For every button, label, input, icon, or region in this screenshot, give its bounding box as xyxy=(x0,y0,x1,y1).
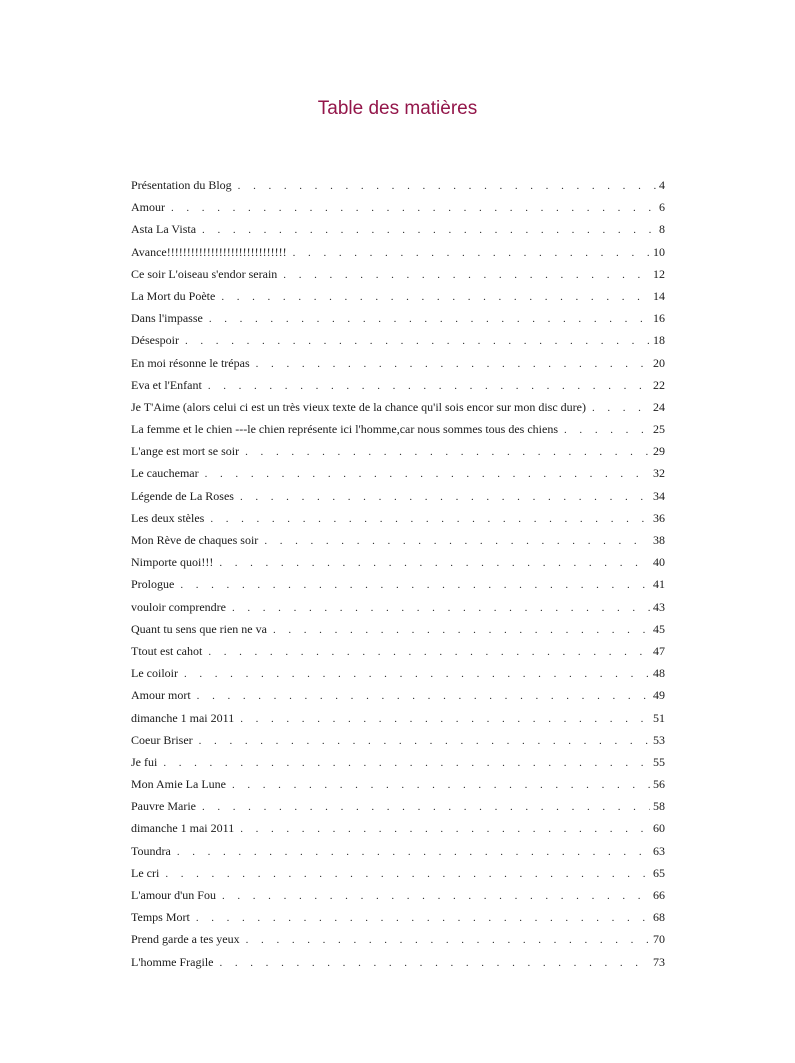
toc-entry[interactable] xyxy=(131,644,665,666)
toc-entry-title: vouloir comprendre xyxy=(131,599,226,614)
toc-entry-title: dimanche 1 mai 2011 xyxy=(131,821,235,836)
toc-entry-title: Ce soir L'oiseau s'endor serain xyxy=(131,266,278,281)
toc-entry[interactable] xyxy=(131,222,665,244)
toc-dot-leader xyxy=(222,890,650,902)
toc-entry-page-number: 36 xyxy=(653,510,665,525)
toc-dot-leader xyxy=(246,934,650,946)
toc-entry-title: Prend garde a tes yeux xyxy=(131,932,240,947)
toc-entry-title: Je fui xyxy=(131,754,158,769)
toc-dot-leader xyxy=(264,535,650,547)
toc-entry[interactable] xyxy=(131,511,665,533)
toc-entry-title: Désespoir xyxy=(131,333,179,348)
toc-entry[interactable] xyxy=(131,311,665,333)
toc-dot-leader xyxy=(240,713,650,725)
toc-entry[interactable] xyxy=(131,200,665,222)
toc-entry[interactable] xyxy=(131,733,665,755)
toc-entry[interactable] xyxy=(131,333,665,355)
toc-dot-leader xyxy=(199,735,650,747)
toc-dot-leader xyxy=(564,424,650,436)
toc-entry[interactable] xyxy=(131,666,665,688)
toc-entry-title: Le cauchemar xyxy=(131,466,199,481)
toc-entry-title: Amour mort xyxy=(131,688,191,703)
toc-entry[interactable] xyxy=(131,799,665,821)
toc-entry[interactable] xyxy=(131,356,665,378)
toc-entry-page-number: 41 xyxy=(653,577,665,592)
toc-entry[interactable] xyxy=(131,755,665,777)
toc-entry[interactable] xyxy=(131,378,665,400)
toc-entry-page-number: 29 xyxy=(653,444,665,459)
toc-entry[interactable] xyxy=(131,910,665,932)
toc-entry-page-number: 32 xyxy=(653,466,665,481)
toc-entry[interactable] xyxy=(131,489,665,511)
toc-entry-title: Mon Amie La Lune xyxy=(131,777,226,792)
toc-entry-title: Quant tu sens que rien ne va xyxy=(131,621,267,636)
toc-entry[interactable] xyxy=(131,533,665,555)
toc-entry-page-number: 49 xyxy=(653,688,665,703)
toc-entry-title: Je T'Aime (alors celui ci est un très vieux texte de la chance qu'il sois encor sur mon disc dure) xyxy=(131,399,586,414)
toc-entry-page-number: 45 xyxy=(653,621,665,636)
toc-entry[interactable] xyxy=(131,844,665,866)
toc-entry-title: Les deux stèles xyxy=(131,510,205,525)
toc-entry-title: Nimporte quoi!!! xyxy=(131,555,214,570)
toc-entry[interactable] xyxy=(131,422,665,444)
toc-entry-title: Eva et l'Enfant xyxy=(131,377,202,392)
toc-dot-leader xyxy=(238,180,656,192)
toc-entry[interactable] xyxy=(131,777,665,799)
toc-entry[interactable] xyxy=(131,245,665,267)
toc-entry-title: Toundra xyxy=(131,843,171,858)
toc-entry-page-number: 18 xyxy=(653,333,665,348)
toc-entry[interactable] xyxy=(131,466,665,488)
toc-dot-leader xyxy=(219,957,650,969)
toc-entry-title: Ttout est cahot xyxy=(131,643,203,658)
toc-entry[interactable] xyxy=(131,577,665,599)
toc-entry[interactable] xyxy=(131,622,665,644)
toc-entry[interactable] xyxy=(131,444,665,466)
toc-entry[interactable] xyxy=(131,178,665,200)
toc-dot-leader xyxy=(208,380,650,392)
toc-entry-page-number: 48 xyxy=(653,666,665,681)
toc-dot-leader xyxy=(283,269,650,281)
toc-dot-leader xyxy=(592,402,650,414)
toc-entry-title: Dans l'impasse xyxy=(131,311,203,326)
toc-entry-page-number: 22 xyxy=(653,377,665,392)
table-of-contents xyxy=(131,178,665,977)
toc-dot-leader xyxy=(202,224,656,236)
toc-dot-leader xyxy=(273,624,650,636)
toc-entry[interactable] xyxy=(131,888,665,910)
toc-dot-leader xyxy=(256,358,650,370)
toc-dot-leader xyxy=(210,513,650,525)
toc-entry[interactable] xyxy=(131,600,665,622)
toc-entry-title: Temps Mort xyxy=(131,910,190,925)
toc-dot-leader xyxy=(165,868,650,880)
toc-entry-title: Légende de La Roses xyxy=(131,488,234,503)
page-title: Table des matières xyxy=(317,98,478,119)
toc-entry-page-number: 65 xyxy=(653,865,665,880)
toc-entry-title: Présentation du Blog xyxy=(131,178,232,192)
toc-entry-title: Avance!!!!!!!!!!!!!!!!!!!!!!!!!!!!!! xyxy=(131,244,287,259)
toc-entry-page-number: 70 xyxy=(653,932,665,947)
toc-dot-leader xyxy=(240,491,650,503)
toc-dot-leader xyxy=(202,801,650,813)
toc-entry-title: En moi résonne le trépas xyxy=(131,355,250,370)
toc-entry-page-number: 51 xyxy=(653,710,665,725)
toc-entry-page-number: 47 xyxy=(653,643,665,658)
toc-entry-page-number: 8 xyxy=(659,222,665,237)
toc-entry[interactable] xyxy=(131,821,665,843)
toc-entry[interactable] xyxy=(131,555,665,577)
toc-entry-page-number: 56 xyxy=(653,777,665,792)
toc-entry-page-number: 20 xyxy=(653,355,665,370)
toc-entry-page-number: 58 xyxy=(653,799,665,814)
toc-entry-title: Amour xyxy=(131,200,165,215)
toc-dot-leader xyxy=(196,912,650,924)
toc-dot-leader xyxy=(197,690,650,702)
toc-entry-page-number: 53 xyxy=(653,732,665,747)
toc-dot-leader xyxy=(232,602,650,614)
toc-dot-leader xyxy=(171,202,656,214)
toc-dot-leader xyxy=(221,291,650,303)
toc-entry-title: dimanche 1 mai 2011 xyxy=(131,710,235,725)
toc-entry-page-number: 38 xyxy=(653,533,665,547)
toc-entry-page-number: 40 xyxy=(653,555,665,570)
toc-entry-title: Coeur Briser xyxy=(131,732,193,747)
toc-entry-title: Le cri xyxy=(131,865,160,880)
toc-entry-title: Mon Rève de chaques soir xyxy=(131,533,259,547)
toc-entry-page-number: 43 xyxy=(653,599,665,614)
toc-dot-leader xyxy=(293,247,650,259)
toc-entry-page-number: 73 xyxy=(653,954,665,969)
toc-entry-page-number: 68 xyxy=(653,910,665,925)
toc-dot-leader xyxy=(219,557,650,569)
toc-entry[interactable] xyxy=(131,711,665,733)
toc-dot-leader xyxy=(205,468,650,480)
toc-entry-page-number: 55 xyxy=(653,754,665,769)
toc-entry[interactable] xyxy=(131,955,665,977)
toc-entry-page-number: 4 xyxy=(659,178,665,192)
toc-entry[interactable] xyxy=(131,400,665,422)
toc-entry-title: La femme et le chien ---le chien représente ici l'homme,car nous sommes tous des chiens xyxy=(131,422,559,437)
toc-entry[interactable] xyxy=(131,688,665,710)
toc-entry-page-number: 60 xyxy=(653,821,665,836)
toc-entry[interactable] xyxy=(131,866,665,888)
toc-entry-page-number: 16 xyxy=(653,311,665,326)
toc-entry-page-number: 12 xyxy=(653,266,665,281)
toc-entry-title: L'homme Fragile xyxy=(131,954,214,969)
toc-entry-page-number: 14 xyxy=(653,288,665,303)
toc-entry-title: Prologue xyxy=(131,577,175,592)
toc-entry-page-number: 10 xyxy=(653,244,665,259)
toc-dot-leader xyxy=(232,779,650,791)
toc-dot-leader xyxy=(184,668,650,680)
toc-entry-page-number: 66 xyxy=(653,888,665,902)
toc-dot-leader xyxy=(163,757,650,769)
toc-dot-leader xyxy=(245,446,650,458)
toc-entry-page-number: 63 xyxy=(653,843,665,858)
toc-entry-title: Asta La Vista xyxy=(131,222,197,237)
toc-entry[interactable] xyxy=(131,267,665,289)
toc-entry-title: Pauvre Marie xyxy=(131,799,196,814)
toc-dot-leader xyxy=(180,579,650,591)
toc-dot-leader xyxy=(240,823,650,835)
toc-dot-leader xyxy=(177,846,650,858)
toc-entry-page-number: 24 xyxy=(653,399,665,414)
toc-dot-leader xyxy=(208,646,650,658)
toc-entry[interactable] xyxy=(131,289,665,311)
toc-entry-title: L'ange est mort se soir xyxy=(131,444,240,459)
toc-dot-leader xyxy=(185,335,650,347)
toc-entry-title: L'amour d'un Fou xyxy=(131,888,216,902)
toc-entry-page-number: 34 xyxy=(653,488,665,503)
toc-entry-title: Le coiloir xyxy=(131,666,178,681)
toc-entry-page-number: 6 xyxy=(659,200,665,215)
toc-entry-page-number: 25 xyxy=(653,422,665,437)
toc-entry-title: La Mort du Poète xyxy=(131,288,216,303)
toc-dot-leader xyxy=(209,313,650,325)
toc-entry[interactable] xyxy=(131,932,665,954)
